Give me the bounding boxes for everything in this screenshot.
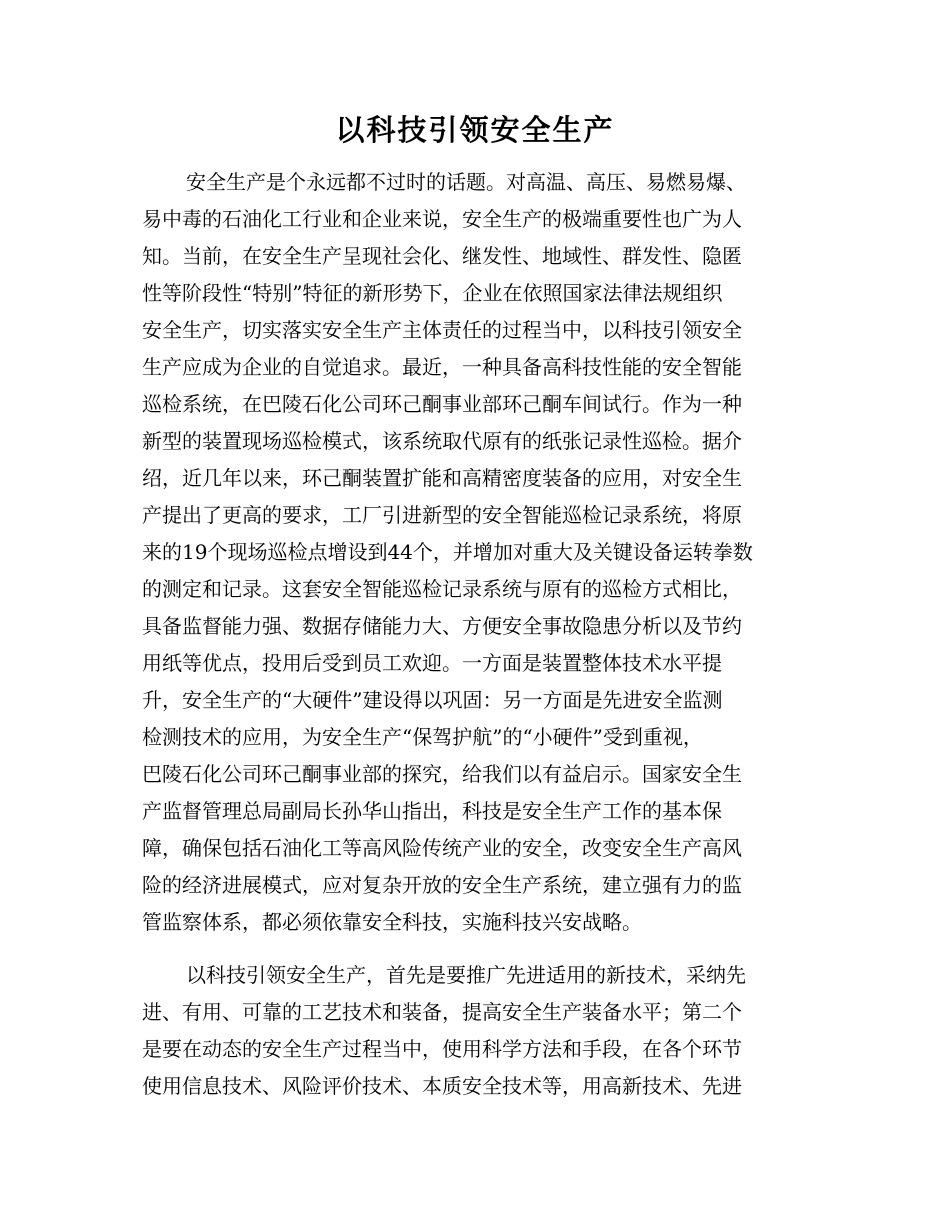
paragraph-2-line-4: 使用信息技术、风险评价技术、本质安全技术等，用高新技术、先进 [142, 1074, 742, 1098]
paragraph-1-line-6: 生产应成为企业的自觉追求。最近，一种具备高科技性能的安全智能 [142, 355, 742, 379]
paragraph-1-line-11: 来的19个现场巡检点增设到44个，并增加对重大及关键设备运转拳数 [142, 540, 753, 564]
document-title: 以科技引领安全生产 [335, 113, 615, 147]
paragraph-1-line-21: 管监察体系，都必须依靠安全科技，实施科技兴安战略。 [142, 910, 642, 934]
paragraph-1-line-1: 安全生产是个永远都不过时的话题。对高温、高压、易燃易爆、 [186, 170, 746, 194]
paragraph-1-line-5: 安全生产，切实落实安全生产主体责任的过程当中，以科技引领安全 [142, 318, 742, 342]
paragraph-2-line-3: 是要在动态的安全生产过程当中，使用科学方法和手段，在各个环节 [142, 1037, 742, 1061]
paragraph-2-line-1: 以科技引领安全生产，首先是要推广先进适用的新技术，采纳先 [186, 963, 746, 987]
paragraph-1-line-14: 用纸等优点，投用后受到员工欢迎。一方面是装置整体技术水平提 [142, 651, 722, 675]
paragraph-1-line-20: 险的经济进展模式，应对复杂开放的安全生产系统，建立强有力的监 [142, 873, 742, 897]
paragraph-1-line-18: 产监督管理总局副局长孙华山指出，科技是安全生产工作的基本保 [142, 799, 722, 823]
paragraph-1-line-2: 易中毒的石油化工行业和企业来说，安全生产的极端重要性也广为人 [142, 207, 742, 231]
paragraph-1-line-17: 巴陵石化公司环己酮事业部的探究，给我们以有益启示。国家安全生 [142, 762, 742, 786]
paragraph-1-line-19: 障，确保包括石油化工等高风险传统产业的安全，改变安全生产高风 [142, 836, 742, 860]
paragraph-1-line-8: 新型的装置现场巡检模式，该系统取代原有的纸张记录性巡检。据介 [142, 429, 742, 453]
paragraph-1-line-15: 升，安全生产的“大硬件”建设得以巩固：另一方面是先进安全监测 [142, 688, 723, 712]
paragraph-1-line-4: 性等阶段性“特别”特征的新形势下，企业在依照国家法律法规组织 [142, 281, 723, 305]
paragraph-1-line-9: 绍，近几年以来，环己酮装置扩能和高精密度装备的应用，对安全生 [142, 466, 742, 490]
paragraph-1-line-3: 知。当前，在安全生产呈现社会化、继发性、地域性、群发性、隐匿 [142, 244, 742, 268]
paragraph-2-line-2: 进、有用、可靠的工艺技术和装备，提高安全生产装备水平；第二个 [142, 1000, 742, 1024]
paragraph-1-line-7: 巡检系统，在巴陵石化公司环己酮事业部环己酮车间试行。作为一种 [142, 392, 742, 416]
paragraph-1-line-13: 具备监督能力强、数据存储能力大、方便安全事故隐患分析以及节约 [142, 614, 742, 638]
paragraph-1-line-10: 产提出了更高的要求，工厂引进新型的安全智能巡检记录系统，将原 [142, 503, 742, 527]
paragraph-1-line-12: 的测定和记录。这套安全智能巡检记录系统与原有的巡检方式相比， [142, 577, 742, 601]
paragraph-1-line-16: 检测技术的应用，为安全生产“保驾护航”的“小硬件”受到重视， [142, 725, 703, 749]
